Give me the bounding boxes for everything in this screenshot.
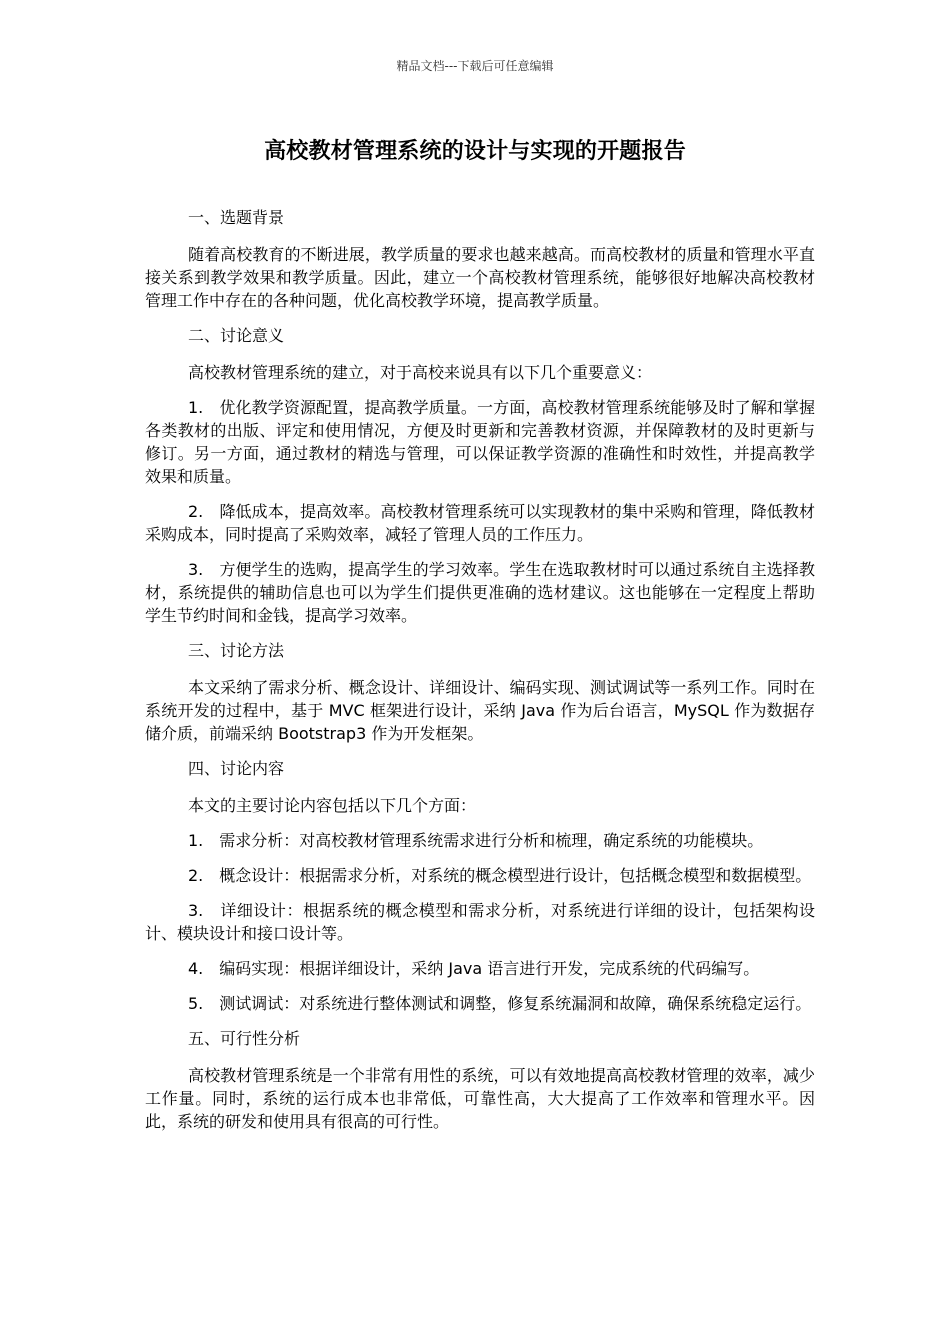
section-heading-feasibility: 五、可行性分析 <box>188 1029 301 1048</box>
paragraph-feasibility: 高校教材管理系统是一个非常有用性的系统，可以有效地提高高校教材管理的效率，减少工作量。同时，系统的运行成本也非常低，可靠性高，大大提高了工作效率和管理水平。因此，系统的研发和使用具有很高的可行性。 <box>145 1066 815 1131</box>
content-item-1: 1. 需求分析：对高校教材管理系统需求进行分析和梳理，确定系统的功能模块。 <box>188 831 764 850</box>
document-body <box>145 206 815 1145</box>
section-heading-content: 四、讨论内容 <box>188 759 285 778</box>
header-note: 精品文档---下载后可任意编辑 <box>396 59 554 73</box>
section-heading-significance: 二、讨论意义 <box>188 326 285 345</box>
content-item-5: 5. 测试调试：对系统进行整体测试和调整，修复系统漏洞和故障，确保系统稳定运行。 <box>188 994 812 1013</box>
content-item-3: 3. 详细设计：根据系统的概念模型和需求分析，对系统进行详细的设计，包括架构设计、模块设计和接口设计等。 <box>145 901 815 943</box>
section-heading-background: 一、选题背景 <box>188 208 285 227</box>
document-title: 高校教材管理系统的设计与实现的开题报告 <box>264 139 686 164</box>
paragraph-content-intro: 本文的主要讨论内容包括以下几个方面： <box>188 796 477 815</box>
significance-item-3: 3. 方便学生的选购，提高学生的学习效率。学生在选取教材时可以通过系统自主选择教材，系统提供的辅助信息也可以为学生们提供更准确的选材建议。这也能够在一定程度上帮助学生节约时间和金钱，提高学习效率。 <box>145 560 815 625</box>
content-item-2: 2. 概念设计：根据需求分析，对系统的概念模型进行设计，包括概念模型和数据模型。 <box>188 866 812 885</box>
significance-item-2: 2. 降低成本，提高效率。高校教材管理系统可以实现教材的集中采购和管理，降低教材采购成本，同时提高了采购效率，减轻了管理人员的工作压力。 <box>145 502 815 544</box>
paragraph-background: 随着高校教育的不断进展，教学质量的要求也越来越高。而高校教材的质量和管理水平直接关系到教学效果和教学质量。因此，建立一个高校教材管理系统，能够很好地解决高校教材管理工作中存在的各种问题，优化高校教学环境，提高教学质量。 <box>145 245 815 310</box>
content-item-4: 4. 编码实现：根据详细设计，采纳 Java 语言进行开发，完成系统的代码编写。 <box>188 959 760 978</box>
significance-item-1: 1. 优化教学资源配置，提高教学质量。一方面，高校教材管理系统能够及时了解和掌握各类教材的出版、评定和使用情况，方便及时更新和完善教材资源，并保障教材的及时更新与修订。另一方面，通过教材的精选与管理，可以保证教学资源的准确性和时效性，并提高教学效果和质量。 <box>145 398 815 486</box>
paragraph-method: 本文采纳了需求分析、概念设计、详细设计、编码实现、测试调试等一系列工作。同时在系统开发的过程中，基于 MVC 框架进行设计，采纳 Java 作为后台语言，MySQL 作为数据存储介质，前端采纳 Bootstrap3 作为开发框架。 <box>145 678 815 743</box>
paragraph-significance-intro: 高校教材管理系统的建立，对于高校来说具有以下几个重要意义： <box>188 363 653 382</box>
section-heading-method: 三、讨论方法 <box>188 641 285 660</box>
